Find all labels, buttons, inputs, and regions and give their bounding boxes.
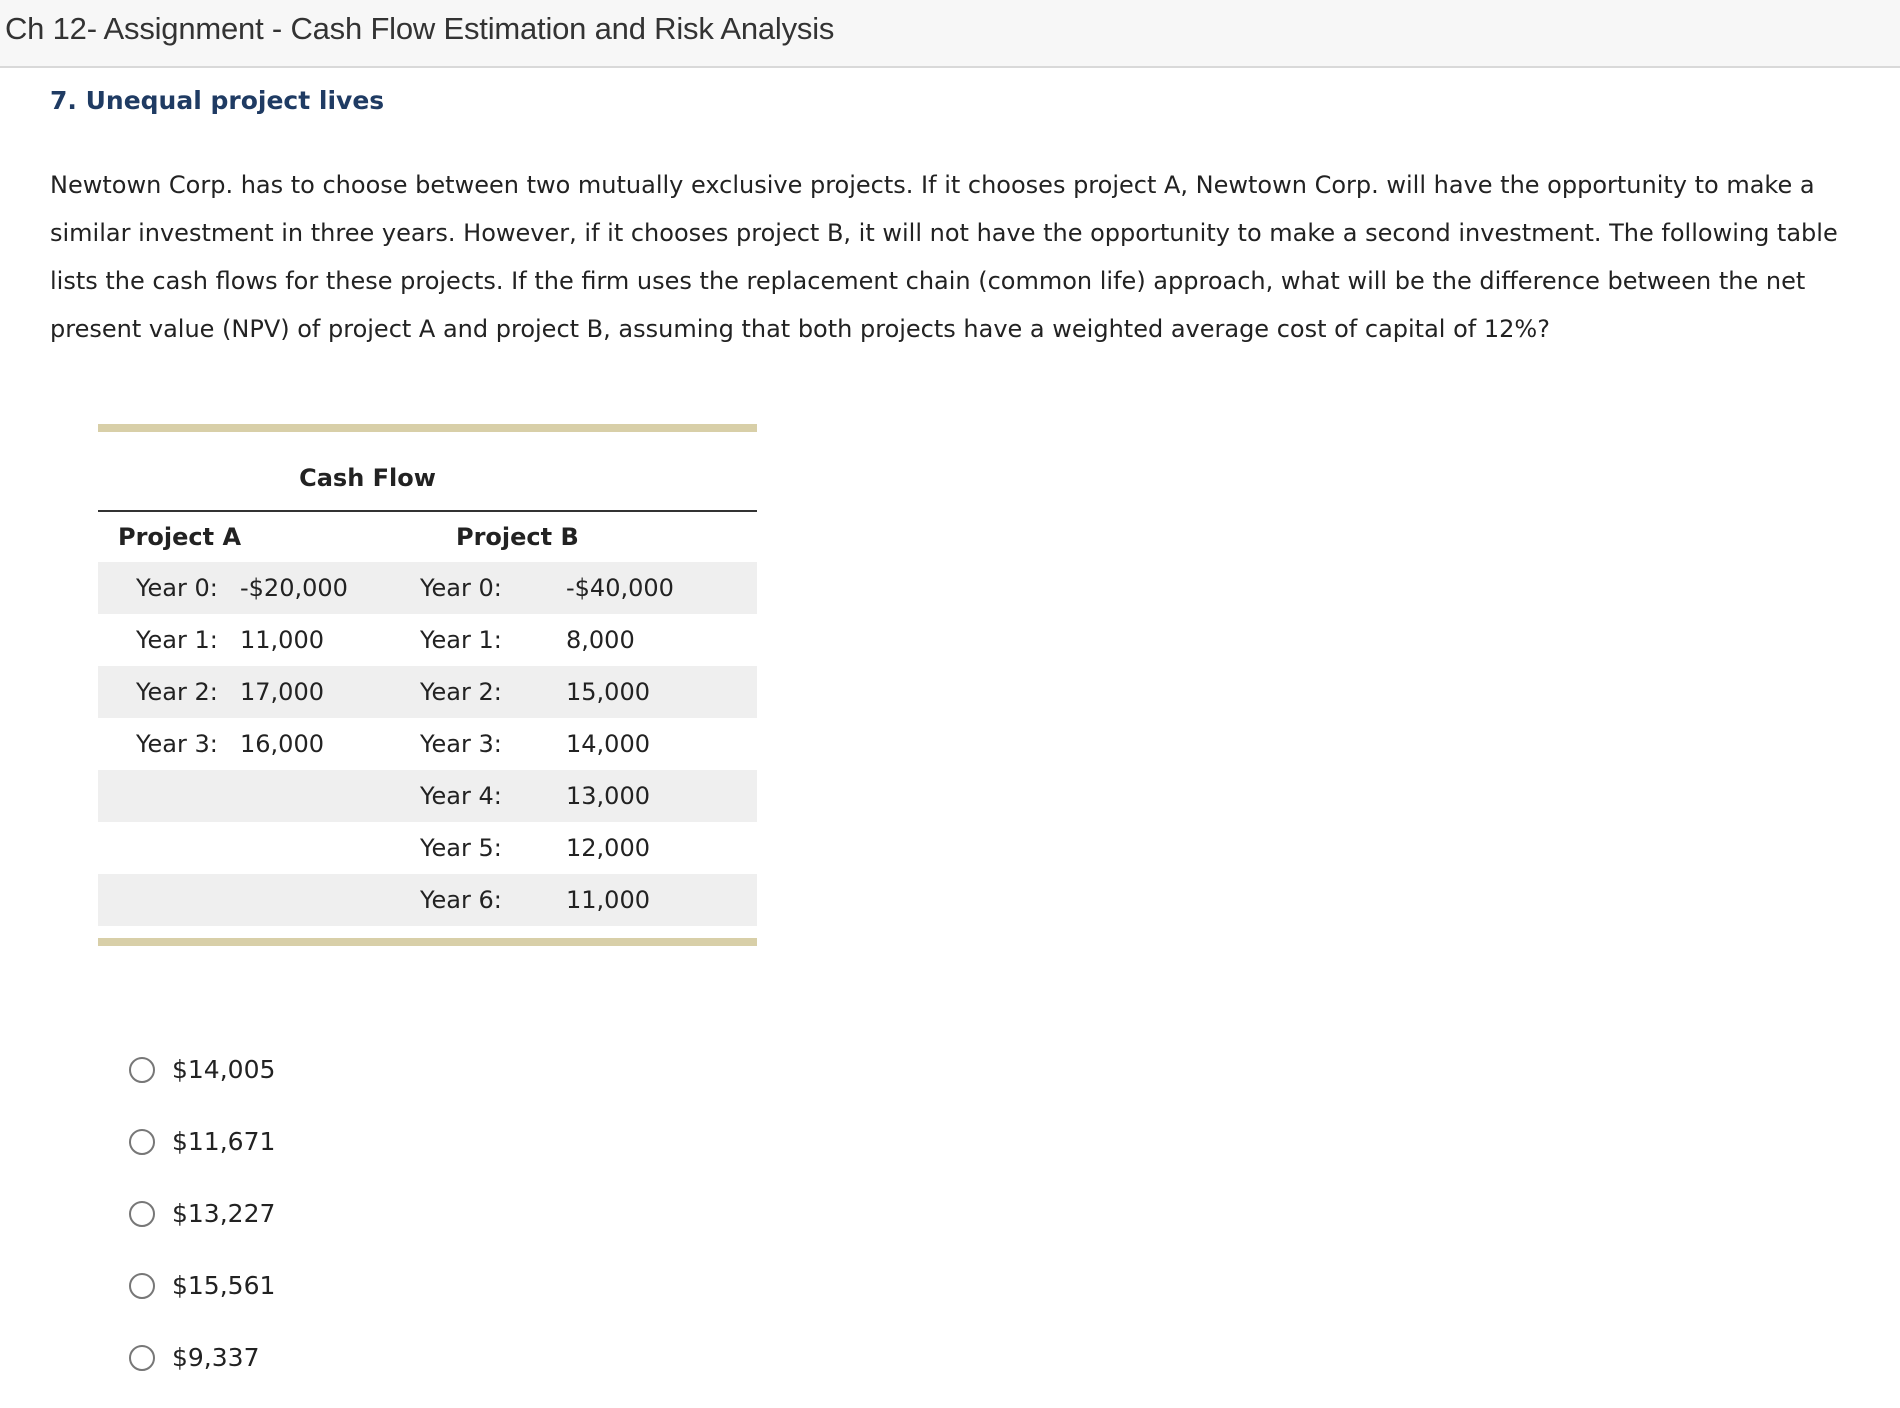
table-row (98, 822, 757, 874)
project-a-cash-flow: 16,000 (240, 730, 324, 758)
table-row (98, 666, 757, 718)
project-a-cash-flow (234, 770, 420, 822)
answer-option-1[interactable] (129, 1052, 275, 1124)
project-a-year-label: Year 2: (98, 666, 234, 718)
project-b-cash-flow: 13,000 (566, 770, 757, 822)
project-b-cash-flow: 12,000 (566, 834, 650, 862)
project-b-cash-flow: 15,000 (566, 666, 757, 718)
project-b-year-label: Year 0: (420, 562, 566, 614)
project-a-header: Project A (118, 523, 242, 551)
radio-button[interactable] (129, 1273, 155, 1299)
cash-flow-table (98, 424, 757, 946)
radio-button[interactable] (129, 1201, 155, 1227)
project-a-cash-flow: 17,000 (234, 666, 420, 718)
answer-option-label: $9,337 (172, 1343, 260, 1372)
title-bar (0, 0, 1900, 68)
question-text: Newtown Corp. has to choose between two mutually exclusive projects. If it chooses project A, Newtown Corp. will have the opportunity to make a similar investment in three years. However, if it chooses project B, it will not have the opportunity to make a second investment. The following table lists the cash flows for these projects. If the firm uses the replacement chain (common life) approach, what will be the difference between the net present value (NPV) of project A and project B, assuming that both projects have a weighted average cost of capital of 12%? (50, 171, 1838, 343)
table-row (98, 770, 757, 822)
project-b-cash-flow: 14,000 (566, 730, 650, 758)
table-row (98, 874, 757, 926)
project-b-year-label: Year 6: (420, 874, 566, 926)
table-row (98, 718, 757, 770)
project-header-row (98, 511, 757, 562)
answer-options (129, 1052, 275, 1408)
project-b-year-label: Year 4: (420, 770, 566, 822)
project-a-cash-flow: -$20,000 (234, 562, 420, 614)
project-b-year-label: Year 2: (420, 666, 566, 718)
answer-option-5[interactable] (129, 1340, 275, 1408)
answer-option-label: $14,005 (172, 1055, 276, 1084)
radio-button[interactable] (129, 1129, 155, 1155)
answer-option-3[interactable] (129, 1196, 275, 1268)
radio-button[interactable] (129, 1345, 155, 1371)
project-a-year-label (98, 822, 234, 874)
table-caption-row (98, 432, 757, 511)
table-row (98, 614, 757, 666)
project-a-year-label: Year 3: (136, 730, 218, 758)
answer-option-label: $11,671 (172, 1127, 276, 1156)
answer-option-2[interactable] (129, 1124, 275, 1196)
project-a-cash-flow (234, 874, 420, 926)
project-b-year-label: Year 3: (420, 730, 502, 758)
answer-option-label: $13,227 (172, 1199, 276, 1228)
project-a-cash-flow: 11,000 (240, 626, 324, 654)
project-b-cash-flow: 8,000 (566, 626, 635, 654)
assignment-title: Ch 12- Assignment - Cash Flow Estimation and Risk Analysis (5, 11, 835, 46)
project-a-year-label (98, 770, 234, 822)
radio-button[interactable] (129, 1057, 155, 1083)
project-b-year-label: Year 1: (420, 626, 502, 654)
table-row (98, 562, 757, 614)
project-b-year-label: Year 5: (420, 834, 502, 862)
project-b-cash-flow: -$40,000 (566, 562, 757, 614)
project-a-year-label: Year 1: (136, 626, 218, 654)
table-bottom-rule (98, 938, 757, 946)
project-a-year-label (98, 874, 234, 926)
answer-option-label: $15,561 (172, 1271, 276, 1300)
answer-option-4[interactable] (129, 1268, 275, 1340)
project-b-header: Project B (456, 523, 579, 551)
table-caption (98, 432, 757, 511)
question-heading: 7. Unequal project lives (50, 86, 385, 115)
table-top-rule (98, 424, 757, 432)
project-a-year-label: Year 0: (98, 562, 234, 614)
table-caption-text: Cash Flow (299, 464, 436, 492)
project-a-cash-flow (234, 822, 420, 874)
project-b-cash-flow: 11,000 (566, 874, 757, 926)
